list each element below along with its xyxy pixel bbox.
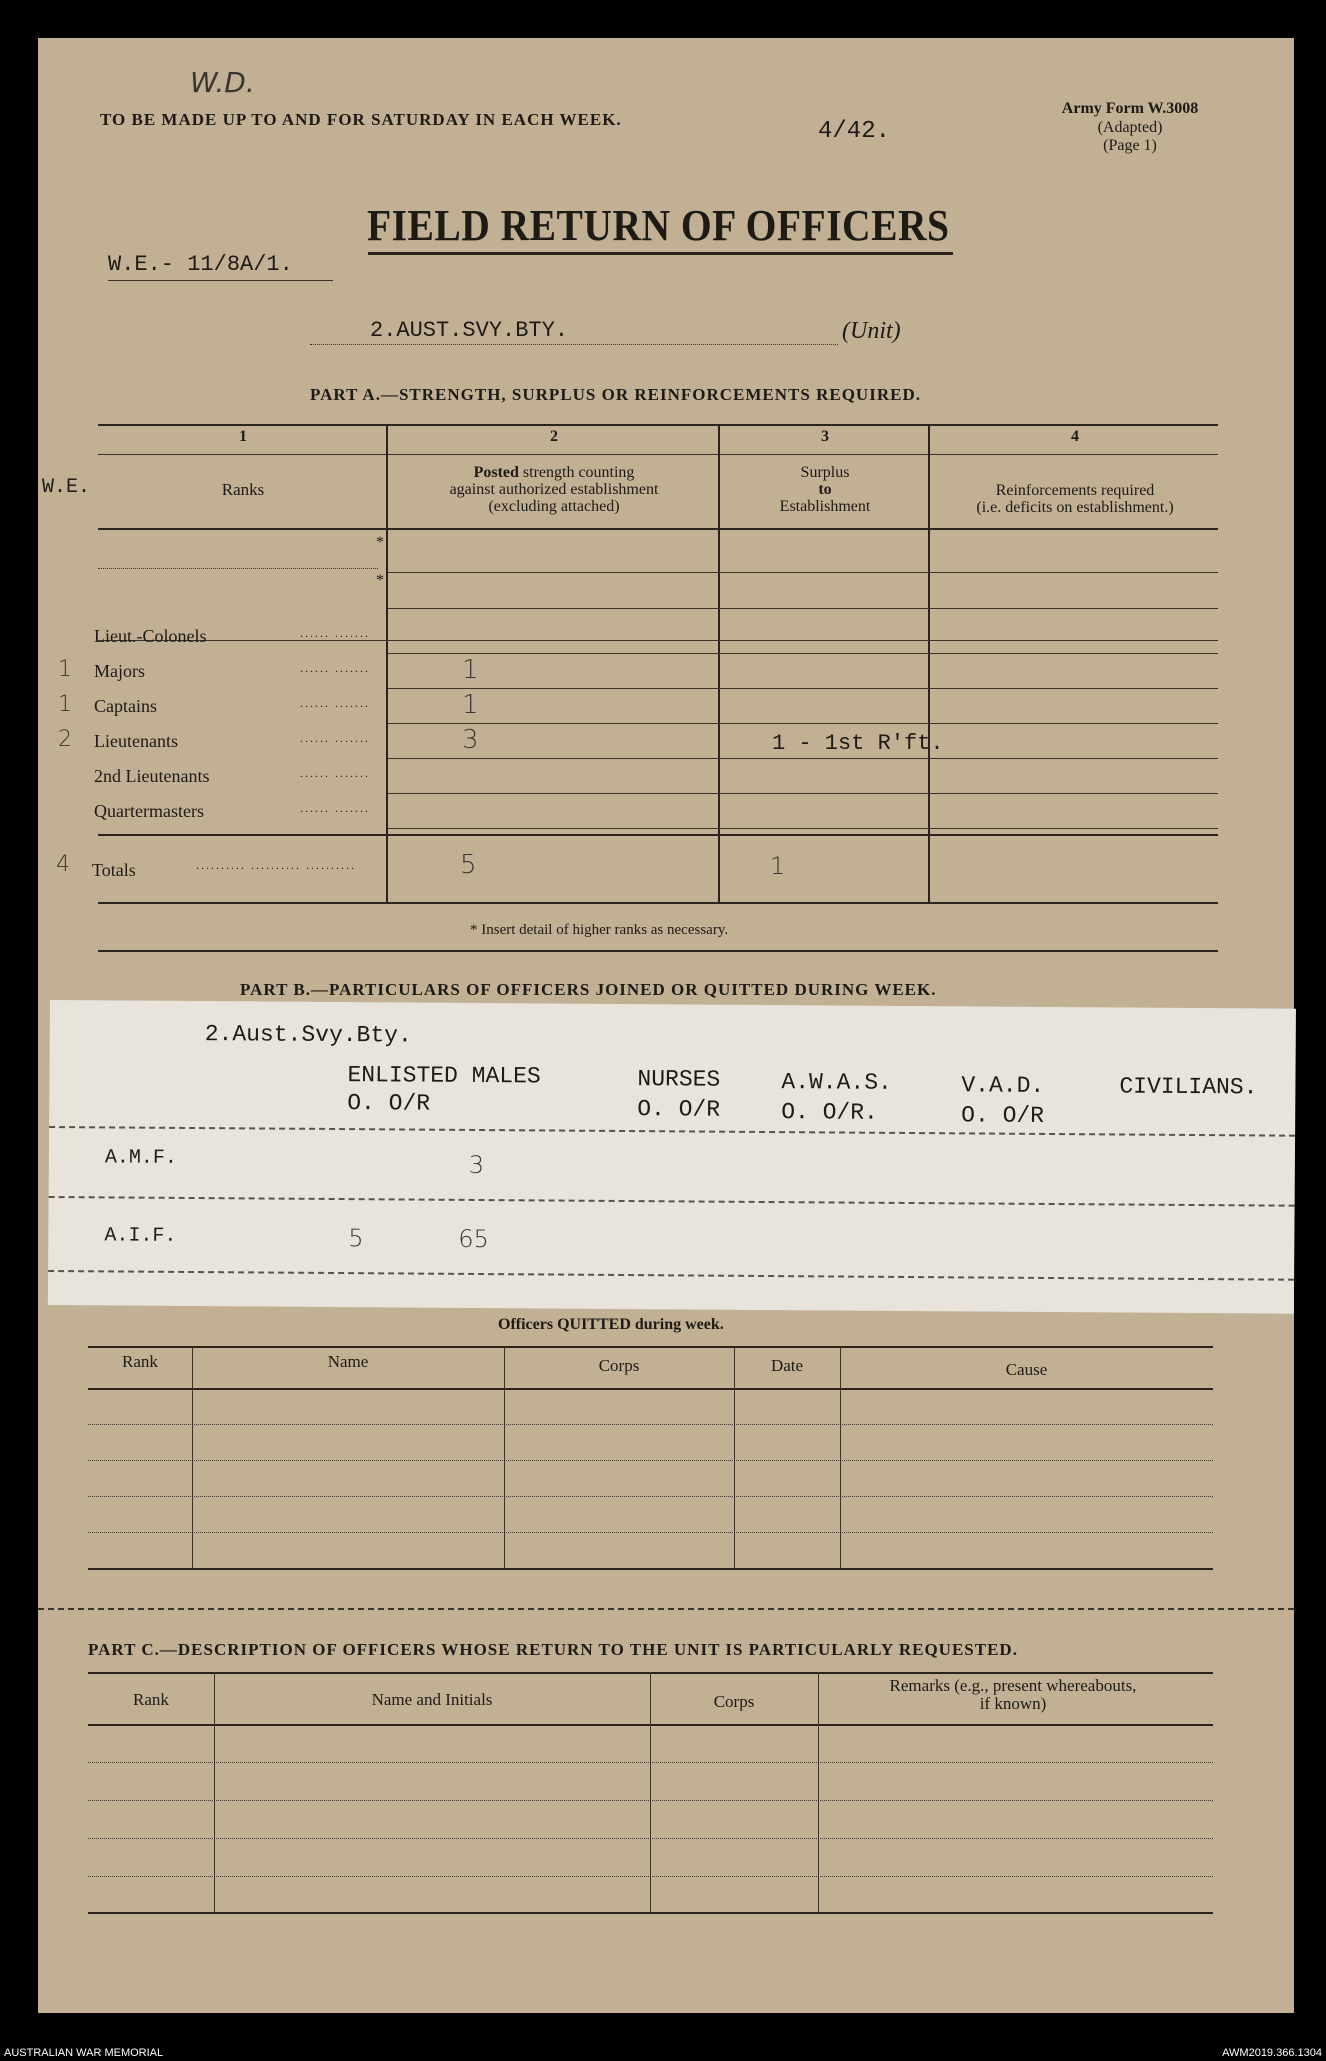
quitted-col-header: Cause bbox=[1005, 1360, 1048, 1379]
rank-row-we: 2 bbox=[58, 727, 72, 752]
strip-rule bbox=[49, 1126, 1295, 1137]
quitted-row-line bbox=[88, 1496, 1213, 1497]
rank-row-rule bbox=[388, 758, 1218, 759]
asterisk-mark: * bbox=[376, 572, 384, 589]
totals-surplus: 1 bbox=[770, 852, 786, 880]
row-rule bbox=[388, 572, 1218, 573]
part-c-col-header: Rank bbox=[133, 1690, 169, 1709]
asterisk-mark: * bbox=[376, 534, 384, 551]
part-a-divider-2 bbox=[718, 424, 720, 904]
col-3-number: 3 bbox=[821, 428, 829, 445]
rank-row-rule bbox=[388, 723, 1218, 724]
strip-sub-em: O. O/R bbox=[347, 1090, 431, 1117]
title-underline bbox=[368, 252, 953, 255]
rank-row-surplus: 1 - 1st R'ft. bbox=[772, 731, 944, 756]
part-c-bottom-rule bbox=[88, 1912, 1213, 1914]
rank-row-leader: ...... ....... bbox=[300, 731, 370, 745]
part-c-row-line bbox=[88, 1838, 1213, 1839]
rank-row-leader: ...... ....... bbox=[300, 801, 370, 815]
rank-row-we: 1 bbox=[58, 657, 72, 682]
part-a-heading: PART A.—STRENGTH, SURPLUS OR REINFORCEMENTS REQUIRED. bbox=[310, 385, 921, 404]
rank-row-posted: 3 bbox=[462, 725, 479, 755]
part-c-row-line bbox=[88, 1876, 1213, 1877]
reinforcements-header: Reinforcements required (i.e. deficits on establishment.) bbox=[976, 482, 1174, 516]
quitted-row-line bbox=[88, 1424, 1213, 1425]
footer-source: AUSTRALIAN WAR MEMORIAL bbox=[4, 2047, 164, 2059]
unit-label: (Unit) bbox=[842, 318, 901, 344]
strip-rule bbox=[49, 1196, 1295, 1207]
rank-row-rule bbox=[388, 653, 1218, 654]
footnote-rule bbox=[98, 950, 1218, 952]
rank-row-label: 2nd Lieutenants bbox=[94, 766, 210, 786]
rank-row-leader: ...... ....... bbox=[300, 661, 370, 675]
rank-row-label: Lieut.-Colonels bbox=[94, 626, 207, 646]
strip-amf-or: 3 bbox=[468, 1150, 485, 1180]
rank-row-leader: ...... ....... bbox=[300, 766, 370, 780]
rank-row-rule bbox=[388, 828, 1218, 829]
posted-strength-header: Posted strength counting against authorized establishment (excluding attached) bbox=[449, 464, 659, 515]
strip-aif-label: A.I.F. bbox=[104, 1224, 177, 1248]
rank-row-label: Majors bbox=[94, 661, 145, 681]
strip-unit: 2.Aust.Svy.Bty. bbox=[204, 1021, 412, 1049]
strip-enlisted-males: ENLISTED MALES bbox=[347, 1062, 541, 1090]
totals-label: Totals bbox=[92, 860, 136, 880]
quitted-col-header: Date bbox=[770, 1356, 804, 1375]
page-title: FIELD RETURN OF OFFICERS bbox=[367, 201, 950, 250]
perforation-line bbox=[38, 1608, 1294, 1610]
strip-aif-o: 5 bbox=[348, 1224, 364, 1253]
rank-row-label: Lieutenants bbox=[94, 731, 178, 751]
part-c-col-header: Remarks (e.g., present whereabouts, bbox=[889, 1676, 1137, 1695]
quitted-col-header: Rank bbox=[122, 1352, 158, 1371]
totals-leader: .......... .......... .......... bbox=[196, 858, 356, 872]
quitted-header-rule bbox=[88, 1388, 1213, 1390]
part-c-row-line bbox=[88, 1762, 1213, 1763]
form-page: (Page 1) bbox=[1103, 137, 1157, 154]
quitted-bottom-rule bbox=[88, 1568, 1213, 1570]
rank-row-leader: ...... ....... bbox=[300, 696, 370, 710]
quitted-col-divider bbox=[192, 1346, 193, 1568]
strip-civilians: CIVILIANS. bbox=[1119, 1073, 1258, 1101]
header-bottom-rule bbox=[98, 528, 1218, 530]
part-c-row-line bbox=[88, 1800, 1213, 1801]
rank-row-posted: 1 bbox=[462, 690, 479, 720]
pasted-typewritten-strip bbox=[48, 1000, 1296, 1314]
col-2-number: 2 bbox=[550, 428, 558, 445]
surplus-header: Surplus to Establishment bbox=[779, 464, 871, 515]
footnote: * Insert detail of higher ranks as necessary. bbox=[470, 922, 729, 938]
part-b-heading: PART B.—PARTICULARS OF OFFICERS JOINED OR QUITTED DURING WEEK. bbox=[240, 980, 937, 999]
we-column-label: W.E. bbox=[42, 476, 91, 499]
col-4-number: 4 bbox=[1071, 428, 1079, 445]
ranks-header: Ranks bbox=[221, 480, 265, 499]
handwritten-annotation: W.D. bbox=[190, 66, 255, 99]
unit-value: 2.AUST.SVY.BTY. bbox=[370, 318, 569, 343]
part-c-col-header: Name and Initials bbox=[371, 1690, 493, 1709]
quitted-row-line bbox=[88, 1532, 1213, 1533]
quitted-top-rule bbox=[88, 1346, 1213, 1348]
part-c-col-header: if known) bbox=[979, 1694, 1047, 1713]
strip-vad: V.A.D. bbox=[961, 1072, 1045, 1099]
quitted-col-divider bbox=[840, 1346, 841, 1568]
strip-aif-or: 65 bbox=[458, 1224, 489, 1254]
strip-rule bbox=[48, 1270, 1294, 1281]
part-a-top-rule bbox=[98, 424, 1218, 426]
strip-sub-vad: O. O/R bbox=[961, 1102, 1045, 1129]
rank-row-posted: 1 bbox=[462, 655, 479, 685]
rank-row-rule bbox=[388, 688, 1218, 689]
part-a-divider-1 bbox=[386, 424, 388, 904]
quitted-col-header: Name bbox=[327, 1352, 369, 1371]
col-number-rule bbox=[98, 454, 1218, 455]
quitted-col-divider bbox=[504, 1346, 505, 1568]
rank-row-we: 1 bbox=[58, 692, 72, 717]
part-c-heading: PART C.—DESCRIPTION OF OFFICERS WHOSE RETURN TO THE UNIT IS PARTICULARLY REQUESTED. bbox=[88, 1640, 1018, 1659]
strip-sub-awas: O. O/R. bbox=[781, 1099, 878, 1126]
we-underline bbox=[108, 280, 333, 281]
we-reference: W.E.- 11/8A/1. bbox=[108, 252, 293, 277]
form-date: 4/42. bbox=[818, 118, 891, 145]
totals-top-rule bbox=[98, 834, 1218, 836]
form-number: Army Form W.3008 bbox=[1061, 100, 1199, 117]
rank-row-rule bbox=[388, 793, 1218, 794]
form-adapted: (Adapted) bbox=[1097, 119, 1163, 136]
quitted-col-divider bbox=[734, 1346, 735, 1568]
rank-row-label: Captains bbox=[94, 696, 157, 716]
strip-amf-label: A.M.F. bbox=[104, 1146, 177, 1170]
part-a-divider-3 bbox=[928, 424, 930, 904]
col-1-number: 1 bbox=[239, 428, 247, 445]
strip-awas: A.W.A.S. bbox=[781, 1069, 892, 1096]
part-a-bottom-rule bbox=[98, 902, 1218, 904]
row-rule bbox=[388, 608, 1218, 609]
strip-sub-nurses: O. O/R bbox=[637, 1096, 721, 1123]
strip-nurses: NURSES bbox=[637, 1066, 721, 1093]
blank-rank-line bbox=[98, 568, 378, 569]
quitted-heading: Officers QUITTED during week. bbox=[498, 1316, 724, 1333]
unit-dotted-line bbox=[310, 344, 838, 345]
rank-row-label: Quartermasters bbox=[94, 801, 204, 821]
quitted-row-line bbox=[88, 1460, 1213, 1461]
part-c-col-header: Corps bbox=[713, 1692, 755, 1711]
row-rule bbox=[98, 640, 1218, 641]
quitted-col-header: Corps bbox=[598, 1356, 640, 1375]
totals-we: 4 bbox=[56, 852, 70, 877]
totals-posted: 5 bbox=[460, 850, 477, 880]
rank-row-leader: ...... ....... bbox=[300, 626, 370, 640]
footer-id: AWM2019.366.1304 bbox=[1222, 2047, 1322, 2059]
instruction-text: TO BE MADE UP TO AND FOR SATURDAY IN EACH WEEK. bbox=[100, 110, 622, 129]
